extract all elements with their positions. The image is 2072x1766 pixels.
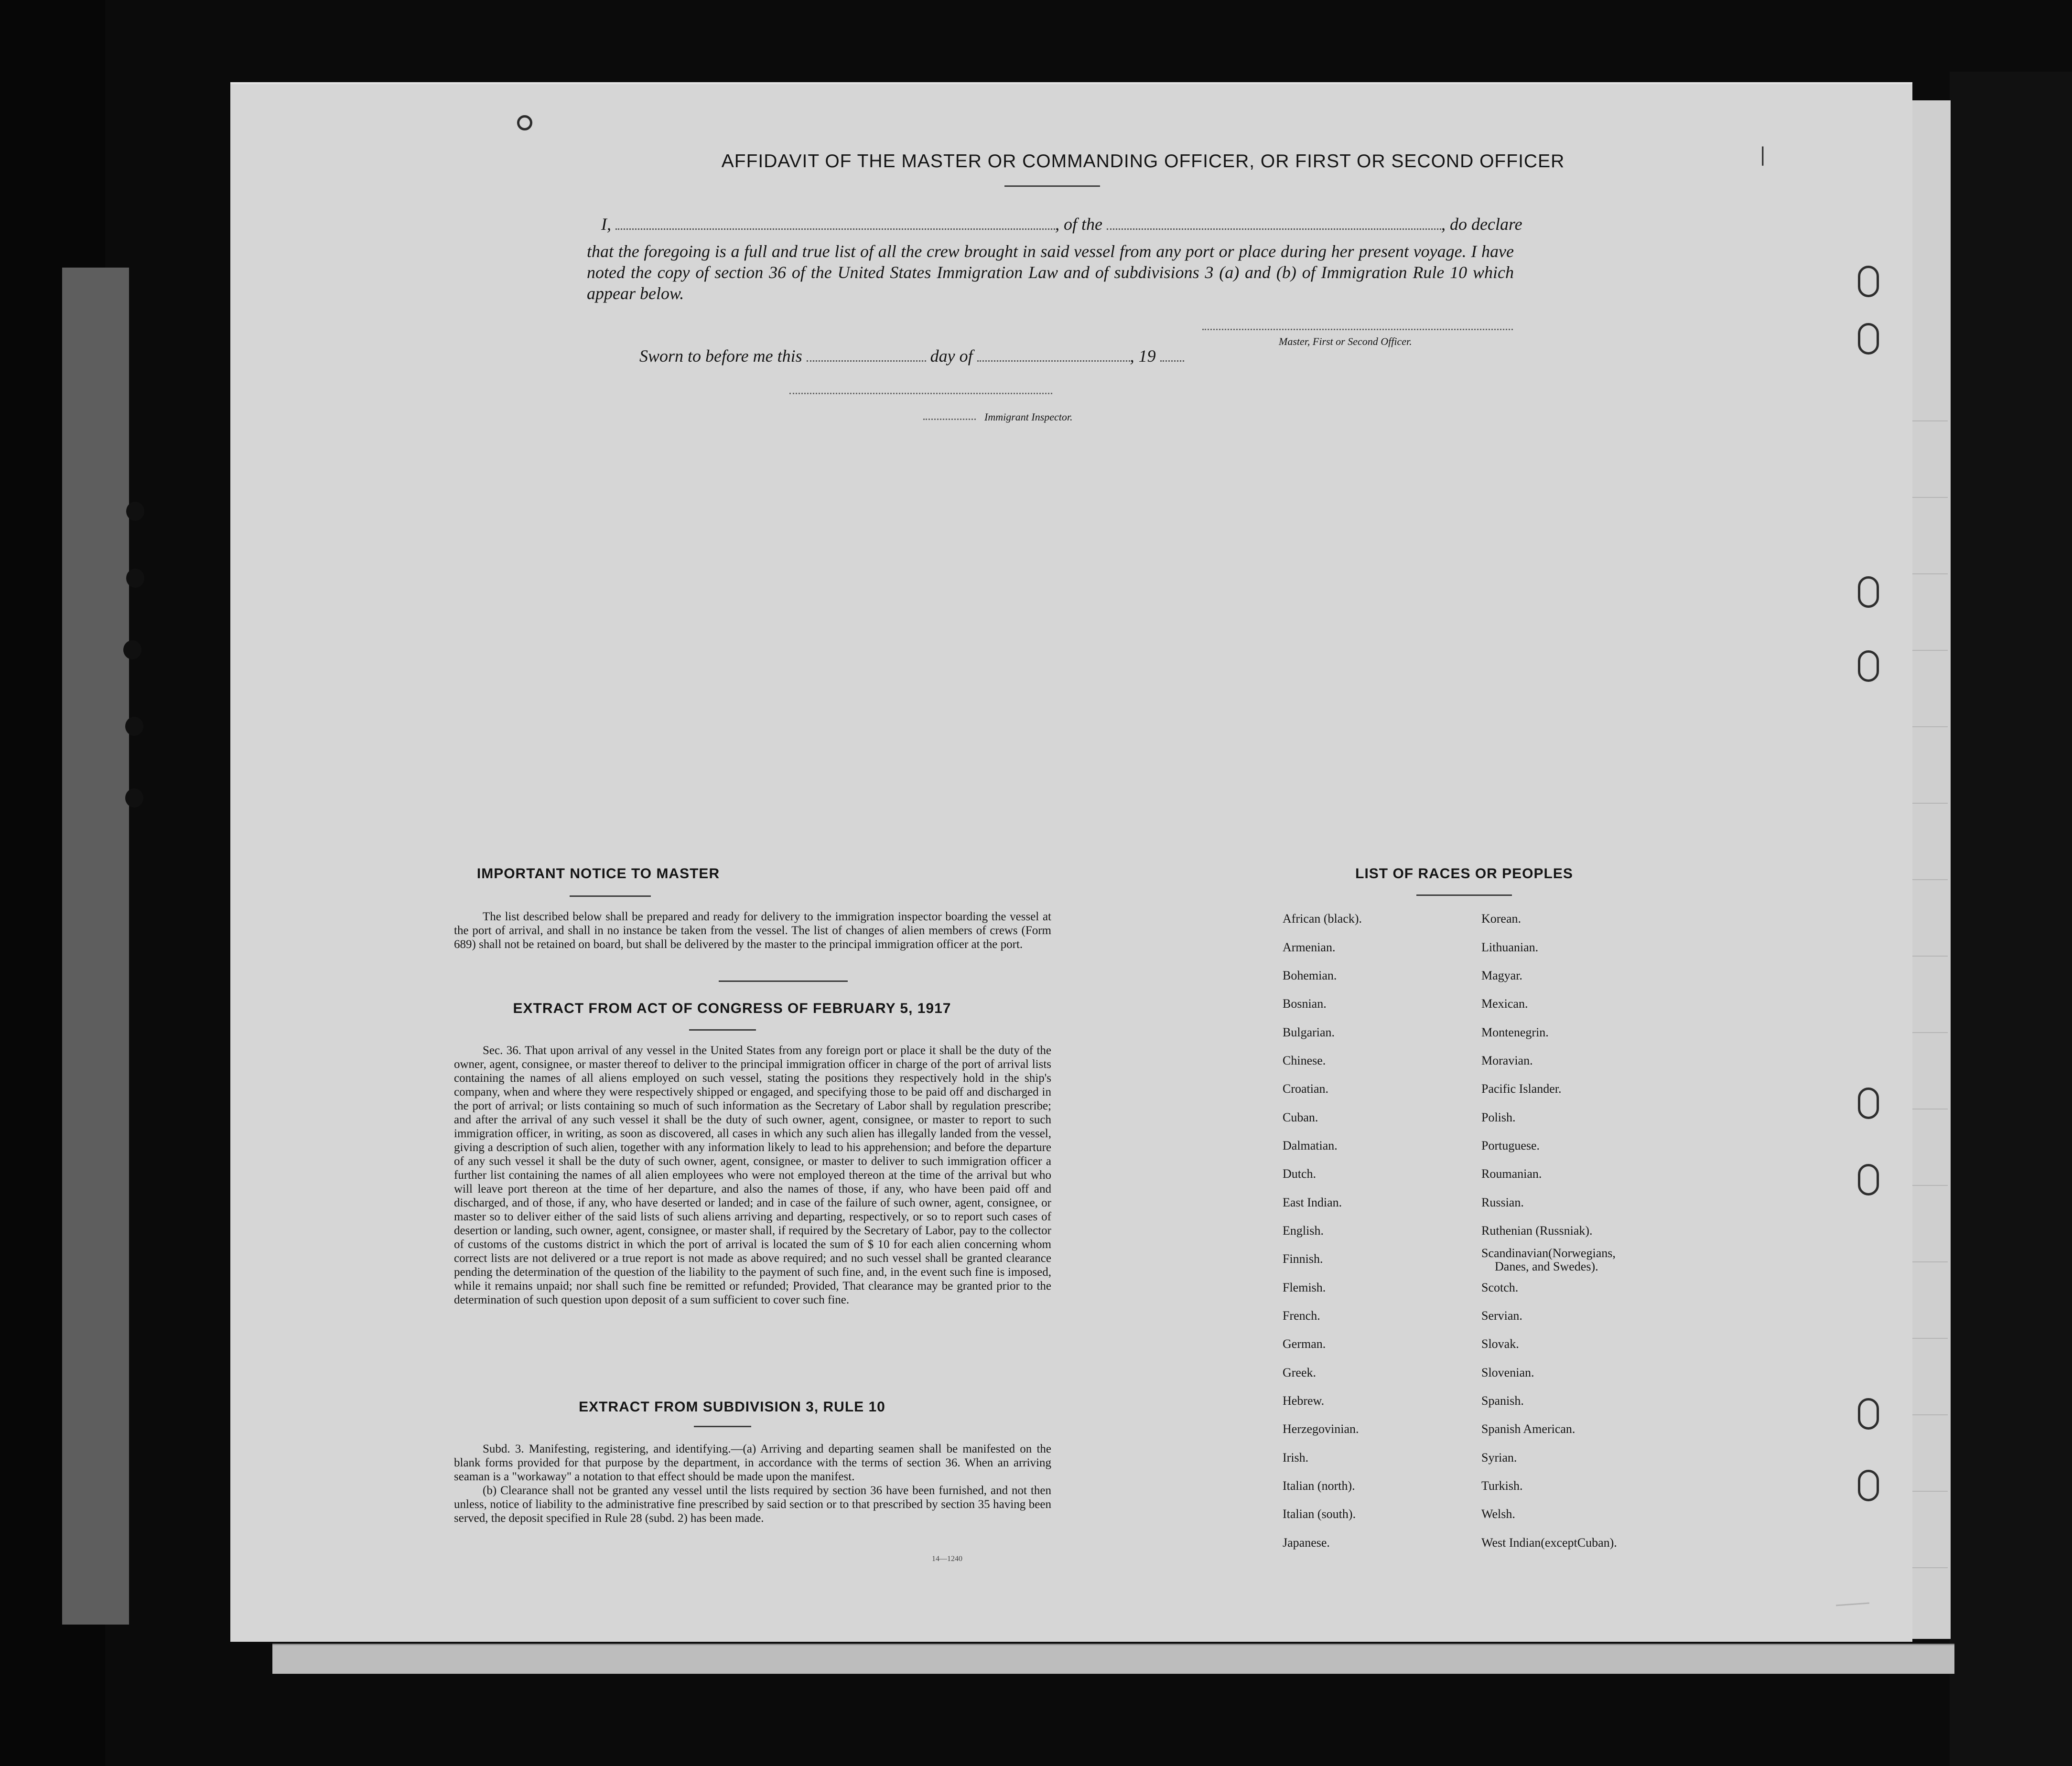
race-item: Montenegrin.: [1481, 1025, 1549, 1039]
race-item: Slovenian.: [1481, 1366, 1534, 1379]
race-item: French.: [1283, 1309, 1320, 1323]
race-item: Russian.: [1481, 1195, 1524, 1209]
race-item: German.: [1283, 1337, 1326, 1351]
inspector-lead-dots: [923, 419, 976, 420]
races-divider: [1416, 894, 1512, 896]
race-item: Herzegovinian.: [1283, 1422, 1359, 1436]
race-item: Scotch.: [1481, 1281, 1519, 1294]
races-heading: LIST OF RACES OR PEOPLES: [1355, 866, 1573, 882]
day-of-label: day of: [930, 346, 973, 366]
declarant-line: [601, 214, 1522, 234]
race-item: Finnish.: [1283, 1252, 1323, 1266]
binder-ring-icon: [1858, 576, 1879, 608]
affidavit-body: that the foregoing is a full and true list of all the crew brought in said vessel from any port or place during her present voyage. I have noted the copy of section 36 of the United States Immigration Law and of subdivisions 3 (a) and (b) of Immigration Rule 10 which appear below.: [587, 242, 1514, 303]
race-item: Chinese.: [1283, 1054, 1326, 1067]
race-item: African (black).: [1283, 912, 1362, 926]
sworn-month-field[interactable]: [977, 355, 1130, 362]
race-item: Bosnian.: [1283, 997, 1327, 1011]
race-item: Mexican.: [1481, 997, 1528, 1011]
race-item: Greek.: [1283, 1366, 1317, 1379]
race-item: Servian.: [1481, 1309, 1522, 1323]
race-item: Ruthenian (Russniak).: [1481, 1224, 1593, 1238]
sworn-line: [639, 346, 1184, 366]
act-extract-body: Sec. 36. That upon arrival of any vessel in the United States from any foreign port or place it shall be the duty of the owner, agent, consignee, or master thereof to deliver to the principal immigration officer in charge of the port of arrival lists containing the names of all aliens employed on such vessel, stating the positions they respectively hold in the ship's company, when and where they were respectively shipped or engaged, and specifying those to be paid off and discharged in the port of arrival; or lists containing so much of such information as the Secretary of Labor shall by regulation prescribe; and after the arrival of any such vessel it shall be the duty of such owner, agent, consignee, or master to report to such immigration officer, in writing, as soon as discovered, all cases in which any such alien has illegally landed from the vessel, giving a description of such alien, together with any information likely to lead to his apprehension; and before the departure of any such vessel it shall be the duty of such owner, agent, consignee, or master to deliver to such immigration officer a further list containing the names of all alien employees who were not employed thereon at the time of the arrival but who will leave port thereon at the time of her departure, and also the names of those, if any, who have been paid off and discharged, and of those, if any, who have deserted or landed; and in case of the failure of such owner, agent, consignee, or master so to deliver either of the said lists of such aliens arriving and departing, respectively, or so to report such cases of desertion or landing, such owner, agent, consignee, or master shall, if required by the Secretary of Labor, pay to the collector of customs of the customs district in which the port of arrival is located the sum of $ 10 for each alien concerning whom correct lists are not delivered or a true report is not made as above required; and no such vessel shall be granted clearance pending the determination of the question of the liability to the payment of such fine, and, in the event such fine is imposed, while it remains unpaid; nor shall such fine be remitted or refunded; Provided, That clearance may be granted prior to the determination of such question upon deposit of a sum sufficient to cover such fine.: [454, 1044, 1051, 1306]
sworn-day-field[interactable]: [807, 355, 926, 362]
race-item: Lithuanian.: [1481, 940, 1539, 954]
race-item: Syrian.: [1481, 1451, 1517, 1464]
race-item: Dutch.: [1283, 1167, 1317, 1181]
notice-end-rule: [719, 980, 848, 982]
signature-field[interactable]: [1202, 329, 1513, 330]
sworn-year-field[interactable]: [1160, 355, 1184, 362]
scan-right-border: [1950, 72, 2072, 1766]
margin-mark: [1836, 1603, 1869, 1606]
race-item: West Indian(exceptCuban).: [1481, 1536, 1617, 1550]
race-item: Croatian.: [1283, 1082, 1329, 1096]
affidavit-title: AFFIDAVIT OF THE MASTER OR COMMANDING OFFICER, OR FIRST OR SECOND OFFICER: [721, 151, 1565, 172]
race-item: English.: [1283, 1224, 1324, 1238]
declarant-do-declare: , do declare: [1441, 215, 1522, 234]
binder-ring-icon: [1858, 1470, 1879, 1501]
binding-strip: [62, 268, 129, 1625]
document-page: [230, 82, 1912, 1642]
act-divider: [689, 1029, 756, 1031]
margin-mark: |: [1759, 144, 1766, 166]
pin-hole-icon: [517, 115, 532, 130]
rule-extract-heading: EXTRACT FROM SUBDIVISION 3, RULE 10: [579, 1399, 885, 1415]
binding-hole: [125, 788, 143, 808]
title-divider: [1004, 185, 1100, 187]
year-prefix: , 19: [1130, 346, 1156, 366]
binder-ring-icon: [1858, 650, 1879, 682]
sworn-label: Sworn to before me this: [639, 346, 802, 366]
race-item-continuation: Danes, and Swedes).: [1495, 1260, 1598, 1273]
rule-para-a: Subd. 3. Manifesting, registering, and identifying.—(a) Arriving and departing seamen shall be manifested on the blank forms provided for that purpose by the department, in accordance with the terms of section 36. When an arriving seaman is a "workaway" a notation to that effect should be made upon the manifest.: [454, 1443, 1051, 1483]
binder-ring-icon: [1858, 266, 1879, 297]
binding-hole: [126, 569, 144, 588]
race-item: Bulgarian.: [1283, 1025, 1335, 1039]
race-item: Cuban.: [1283, 1110, 1318, 1124]
inspector-signature-field[interactable]: [789, 393, 1052, 394]
binding-hole: [123, 640, 141, 659]
binding-hole: [126, 502, 144, 521]
race-item: Portuguese.: [1481, 1139, 1540, 1152]
race-item: Italian (north).: [1283, 1479, 1355, 1493]
notice-body: The list described below shall be prepared and ready for delivery to the immigration inspector boarding the vessel at the port of arrival, and shall in no instance be taken from the vessel. The list of changes of alien members of crews (Form 689) shall not be retained on board, but shall be delivered by the master to the principal immigration officer at the port.: [454, 910, 1051, 951]
race-item: Moravian.: [1481, 1054, 1533, 1067]
rule-divider: [694, 1426, 751, 1427]
race-item: Korean.: [1481, 912, 1522, 926]
race-item: Hebrew.: [1283, 1394, 1325, 1408]
race-item: Spanish.: [1481, 1394, 1524, 1408]
form-number: 14—1240: [932, 1555, 962, 1563]
race-item: Dalmatian.: [1283, 1139, 1338, 1152]
race-item: Turkish.: [1481, 1479, 1523, 1493]
binder-ring-icon: [1858, 1398, 1879, 1430]
race-item: East Indian.: [1283, 1195, 1342, 1209]
race-item: Pacific Islander.: [1481, 1082, 1562, 1096]
binder-ring-icon: [1858, 1164, 1879, 1195]
rule-extract-body: [454, 1442, 1051, 1525]
inspector-caption: Immigrant Inspector.: [984, 411, 1073, 423]
declarant-prefix: I,: [601, 215, 611, 234]
binder-ring-icon: [1858, 323, 1879, 355]
act-extract-heading: EXTRACT FROM ACT OF CONGRESS OF FEBRUARY 5, 1917: [513, 1001, 951, 1016]
page-bottom-edge: [272, 1644, 1954, 1674]
race-item: Welsh.: [1481, 1507, 1515, 1521]
race-item: Roumanian.: [1481, 1167, 1542, 1181]
race-item: Polish.: [1481, 1110, 1516, 1124]
race-item: Armenian.: [1283, 940, 1336, 954]
rule-para-b: (b) Clearance shall not be granted any vessel until the lists required by section 36 have been furnished, and not then unless, notice of liability to the administrative fine prescribed by said section or to that prescribed by section 35 having been served, the deposit specified in Rule 28 (subd. 2) has been made.: [454, 1484, 1051, 1525]
notice-heading: IMPORTANT NOTICE TO MASTER: [476, 866, 720, 882]
race-item: Flemish.: [1283, 1281, 1326, 1294]
race-item: Spanish American.: [1481, 1422, 1576, 1436]
vessel-name-field[interactable]: [1107, 224, 1441, 230]
race-item: Japanese.: [1283, 1536, 1330, 1550]
binder-ring-icon: [1858, 1088, 1879, 1119]
race-item: Slovak.: [1481, 1337, 1519, 1351]
race-item: Bohemian.: [1283, 969, 1337, 982]
signature-caption: Master, First or Second Officer.: [1279, 335, 1412, 347]
race-item: Italian (south).: [1283, 1507, 1356, 1521]
declarant-name-field[interactable]: [615, 224, 1055, 230]
declarant-of-the: , of the: [1055, 215, 1102, 234]
notice-divider: [570, 895, 651, 897]
race-item: Scandinavian(Norwegians,: [1481, 1246, 1616, 1260]
race-item: Magyar.: [1481, 969, 1522, 982]
binding-hole: [125, 717, 143, 736]
race-item: Irish.: [1283, 1451, 1309, 1464]
